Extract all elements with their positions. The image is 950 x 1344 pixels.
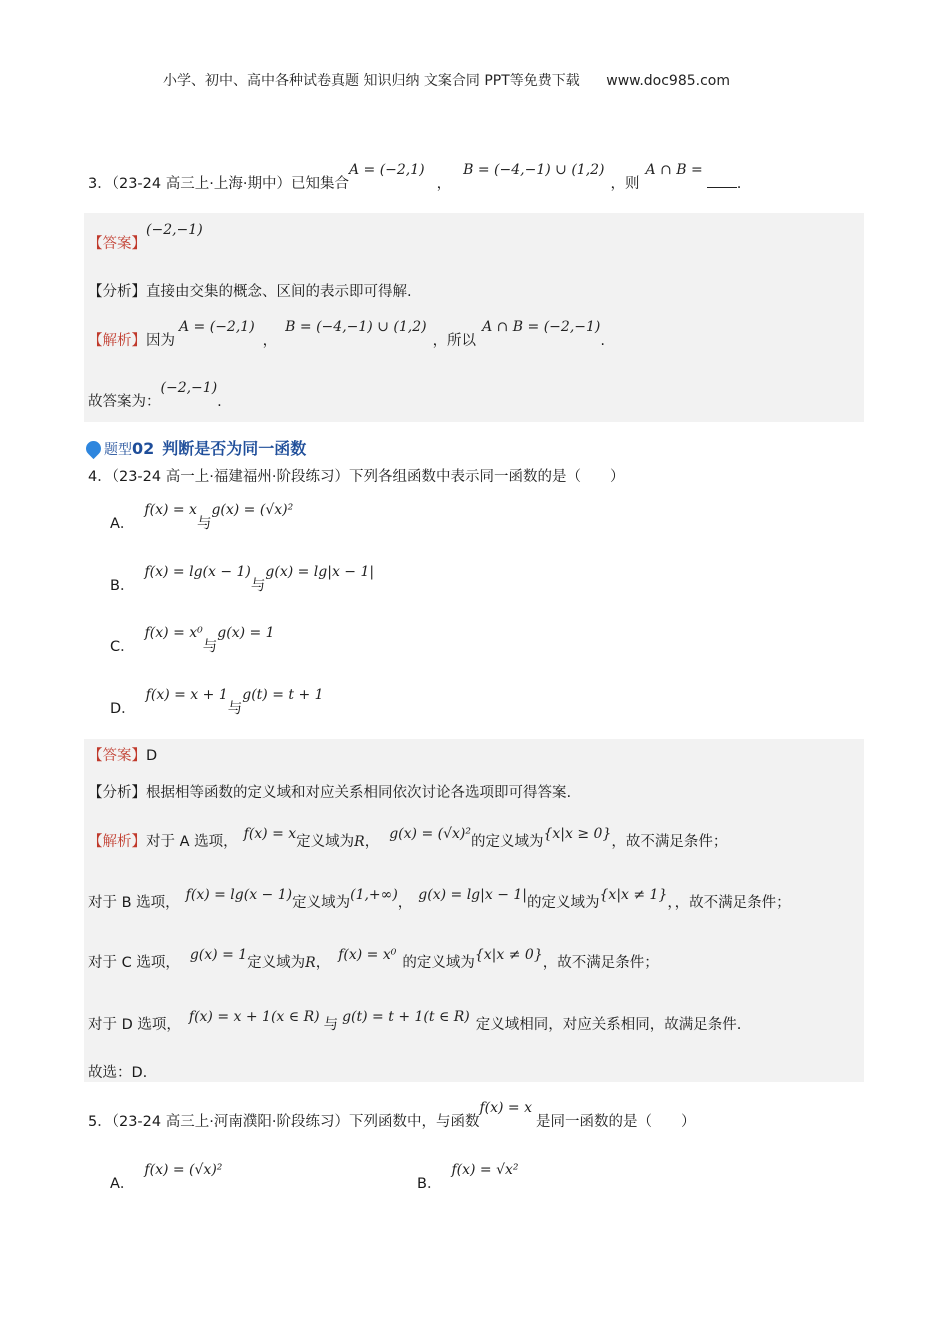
a4-lb-1: 对于 B 选项， — [88, 895, 180, 911]
a3-solution-label: 【解析】 — [88, 333, 146, 349]
option-join: 与 — [196, 516, 212, 532]
a4-lc-1: 对于 C 选项， — [88, 955, 180, 971]
a4-answer-label: 【答案】 — [88, 748, 146, 764]
a4-lc-m3: f(x) = x⁰ — [338, 947, 397, 963]
q3-math-a: A = (−2,1) — [348, 162, 425, 178]
q3-stem: （23-24 高三上·上海·期中）已知集合 — [111, 176, 349, 192]
a4-solution-d — [88, 1009, 742, 1034]
option-math-2: g(x) = 1 — [217, 625, 275, 641]
a3-final-2: . — [217, 394, 222, 410]
a4-answer-line — [88, 744, 157, 765]
a4-la-2: 定义域为 — [296, 834, 355, 850]
q4-number: 4． — [88, 469, 112, 485]
a4-ld-3: 定义域相同，对应关系相同，故满足条件. — [475, 1017, 742, 1033]
a4-la-m1: f(x) = x — [243, 826, 297, 842]
q4-option-c — [110, 625, 275, 656]
option-math: f(x) = (√x)² — [144, 1162, 223, 1178]
option-math-2: g(x) = (√x)² — [211, 502, 294, 518]
option-math-1: f(x) = x + 1 — [145, 687, 228, 703]
a4-lc-5: ，故不满足条件； — [542, 955, 659, 971]
header-site-link[interactable]: www.doc985.com — [606, 73, 730, 89]
a4-lb-m3: g(x) = lg|x − 1| — [418, 887, 528, 903]
a3-sol-m3: A ∩ B = (−2,−1) — [482, 319, 601, 335]
a3-final-math: (−2,−1) — [160, 380, 218, 396]
a3-sol-4: . — [600, 333, 605, 349]
a4-ld-2: 与 — [323, 1017, 339, 1033]
a4-analysis-text: 根据相等函数的定义域和对应关系相同依次讨论各选项即可得答案. — [146, 785, 572, 801]
a4-lc-2: 定义域为 — [247, 955, 306, 971]
location-pin-icon — [83, 438, 104, 459]
q3-end: . — [736, 176, 742, 192]
option-math-1: f(x) = x — [144, 502, 197, 518]
a3-answer-label: 【答案】 — [88, 236, 146, 252]
section-number: 02 — [132, 439, 155, 458]
q3-math-ab: A ∩ B = — [645, 162, 703, 178]
a4-lc-m1: g(x) = 1 — [189, 947, 248, 963]
q3-number: 3． — [88, 176, 112, 192]
a3-solution-line — [88, 319, 605, 350]
a4-la-m4: {x|x ≥ 0} — [543, 826, 612, 842]
question-3 — [88, 162, 742, 193]
option-math-1: f(x) = x⁰ — [144, 625, 203, 641]
a4-lc-4: 的定义域为 — [402, 955, 475, 971]
a4-solution-label: 【解析】 — [88, 834, 146, 850]
option-math-1: f(x) = lg(x − 1) — [144, 564, 251, 580]
a4-solution-a — [88, 826, 728, 851]
a4-lb-m4: {x|x ≠ 1} — [599, 887, 668, 903]
option-math-2: g(t) = t + 1 — [242, 687, 324, 703]
a4-lb-4: 的定义域为 — [527, 895, 600, 911]
q3-sep2: ，则 — [610, 176, 640, 192]
q4-option-a — [110, 502, 294, 533]
q5-stem-math: f(x) = x — [479, 1100, 532, 1116]
q3-math-b: B = (−4,−1) ∪ (1,2) — [463, 162, 605, 178]
page-header — [163, 70, 730, 90]
q3-sep1: ， — [436, 176, 452, 192]
option-letter: B． — [110, 578, 135, 594]
a4-lc-3: ， — [315, 955, 331, 971]
option-letter: A． — [110, 1176, 135, 1192]
option-letter: C． — [110, 639, 135, 655]
option-letter: B． — [417, 1176, 442, 1192]
question-5 — [88, 1100, 696, 1131]
a4-solution-c — [88, 947, 659, 972]
a4-la-m2: R — [354, 834, 365, 850]
q4-stem: （23-24 高一上·福建福州·阶段练习）下列各组函数中表示同一函数的是（ ） — [111, 469, 625, 485]
q5-option-a — [110, 1162, 223, 1193]
option-math-2: g(x) = lg|x − 1| — [265, 564, 375, 580]
a3-sol-2: ， — [262, 333, 278, 349]
section-title: 判断是否为同一函数 — [162, 439, 307, 458]
a4-la-m3: g(x) = (√x)² — [389, 826, 471, 842]
q5-option-b — [417, 1162, 519, 1193]
q5-stem: （23-24 高三上·河南濮阳·阶段练习）下列函数中，与函数 — [111, 1114, 480, 1130]
a4-ld-m1: f(x) = x + 1(x ∈ R) — [188, 1009, 320, 1025]
option-join: 与 — [227, 701, 243, 717]
a4-lb-m1: f(x) = lg(x − 1) — [185, 887, 293, 903]
a4-la-1: 对于 A 选项， — [146, 834, 238, 850]
option-letter: D． — [110, 701, 136, 717]
a4-la-5: ，故不满足条件； — [611, 834, 728, 850]
a4-answer: D — [146, 748, 158, 764]
option-join: 与 — [202, 639, 218, 655]
q5-number: 5． — [88, 1114, 112, 1130]
a3-sol-m1: A = (−2,1) — [179, 319, 255, 335]
option-math: f(x) = √x² — [451, 1162, 519, 1178]
a4-la-3: ， — [364, 834, 380, 850]
section-tag: 题型 — [104, 442, 132, 458]
question-4 — [88, 465, 624, 486]
a3-sol-1: 因为 — [146, 333, 175, 349]
a3-answer-line — [88, 222, 203, 253]
option-letter: A． — [110, 516, 135, 532]
a4-ld-1: 对于 D 选项， — [88, 1017, 181, 1033]
header-text: 小学、初中、高中各种试卷真题 知识归纳 文案合同 PPT等免费下载 — [163, 73, 580, 89]
a3-answer-math: (−2,−1) — [146, 222, 203, 238]
a4-lb-m2: (1,+∞) — [350, 887, 398, 903]
a3-final-line — [88, 380, 222, 411]
a3-analysis-line — [88, 280, 412, 301]
a4-lc-m4: {x|x ≠ 0} — [474, 947, 543, 963]
a4-ld-m2: g(t) = t + 1(t ∈ R) — [342, 1009, 470, 1025]
a4-analysis-line — [88, 781, 571, 802]
a4-analysis-label: 【分析】 — [88, 785, 146, 801]
a3-final-1: 故答案为： — [88, 394, 161, 410]
a4-solution-b — [88, 887, 791, 912]
a4-lb-2: 定义域为 — [292, 895, 351, 911]
a4-final-line: 故选：D. — [88, 1065, 148, 1081]
option-join: 与 — [250, 578, 266, 594]
a3-analysis-text: 直接由交集的概念、区间的表示即可得解. — [146, 284, 412, 300]
a3-sol-m2: B = (−4,−1) ∪ (1,2) — [285, 319, 427, 335]
section-heading — [86, 436, 306, 459]
a4-lb-5: ，，故不满足条件； — [667, 895, 791, 911]
a3-analysis-label: 【分析】 — [88, 284, 146, 300]
q4-option-d — [110, 687, 324, 718]
a4-lb-3: ， — [397, 895, 413, 911]
q5-stem-end: 是同一函数的是（ ） — [535, 1114, 696, 1130]
a3-sol-3: ，所以 — [432, 333, 477, 349]
a4-la-4: 的定义域为 — [470, 834, 544, 850]
a4-lc-m2: R — [305, 955, 316, 971]
q3-answer-blank — [707, 175, 737, 188]
q4-option-b — [110, 564, 375, 595]
